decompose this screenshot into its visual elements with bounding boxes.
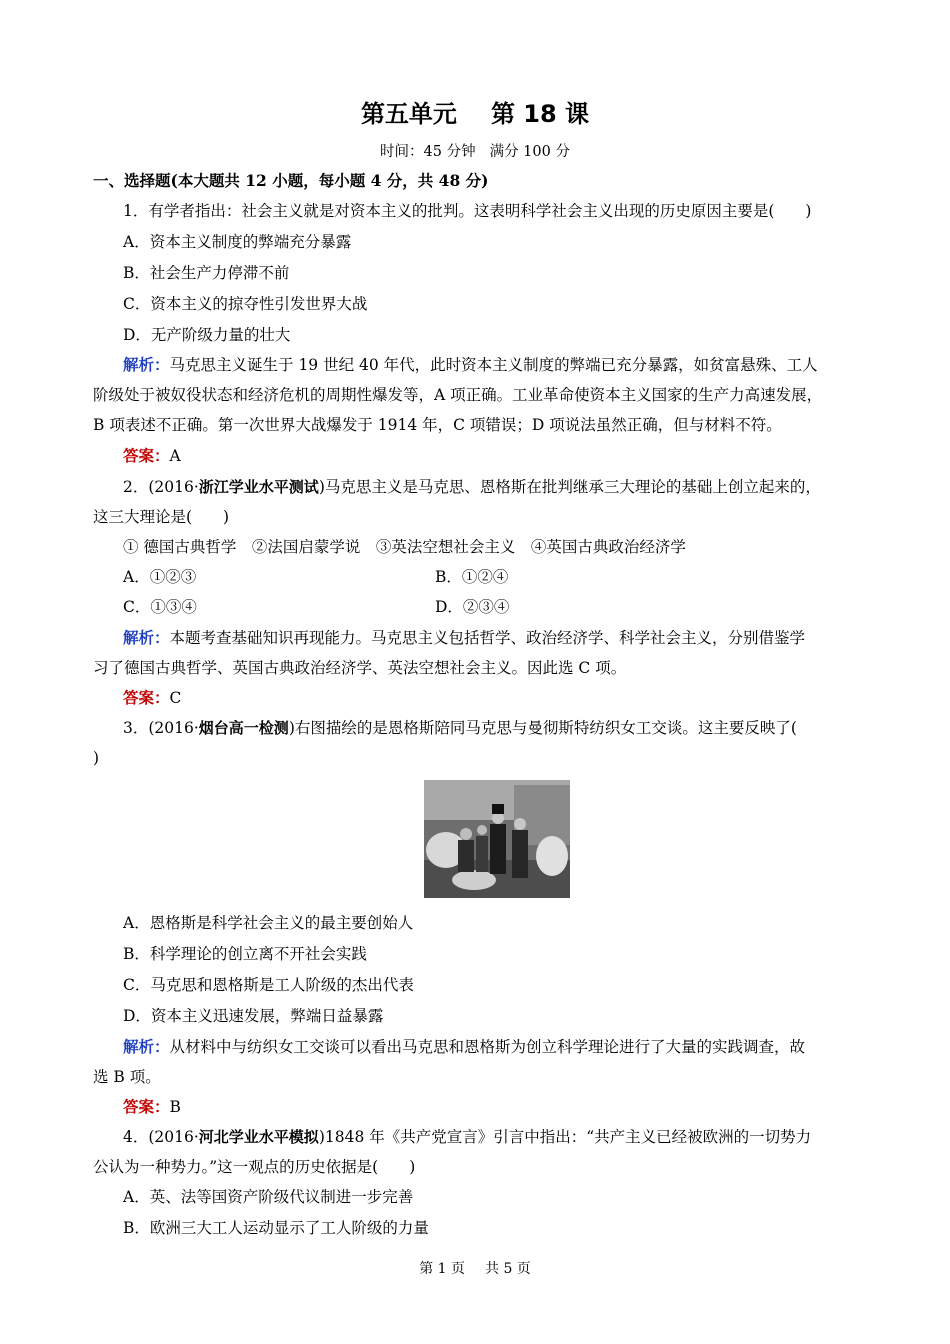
q1-answer: [123, 446, 181, 466]
exam-info: [0, 140, 950, 161]
q4-option-b: B．欧洲三大工人运动显示了工人阶级的力量: [123, 1219, 429, 1237]
q2-option-b: B．①②④: [435, 568, 509, 586]
q3-stem-text: )右图描绘的是恩格斯陪同马克思与曼彻斯特纺织女工交谈。这主要反映了(: [288, 719, 797, 737]
page-footer: [0, 1258, 950, 1278]
page-number: 第 1 页: [419, 1261, 465, 1277]
q1-option-b: B．社会生产力停滞不前: [123, 264, 290, 282]
q3-answer-label: 答案：: [123, 1097, 170, 1116]
q3-option-b: B．科学理论的创立离不开社会实践: [123, 945, 367, 963]
q4-option-a: A．英、法等国资产阶级代议制进一步完善: [123, 1188, 414, 1206]
q1-option-d: D．无产阶级力量的壮大: [123, 326, 291, 344]
q3-answer: [123, 1097, 181, 1117]
q1-analysis-line2: 阶级处于被奴役状态和经济危机的周期性爆发等，A 项正确。工业革命使资本主义国家的生产力高速发展，: [93, 386, 823, 404]
q3-option-a: A．恩格斯是科学社会主义的最主要创始人: [123, 914, 414, 932]
q1-option-a: A．资本主义制度的弊端充分暴露: [123, 233, 352, 251]
q1-stem: 1．有学者指出：社会主义就是对资本主义的批判。这表明科学社会主义出现的历史原因主要是( ): [123, 202, 812, 220]
q2-analysis-line1: [123, 628, 805, 648]
q2-stem-text: )马克思主义是马克思、恩格斯在批判继承三大理论的基础上创立起来的，: [318, 478, 821, 496]
q4-stem-text: )1848 年《共产党宣言》引言中指出：“共产主义已经被欧洲的一切势力: [318, 1128, 812, 1146]
q2-source: 浙江学业水平测试: [198, 478, 319, 496]
q2-analysis-line2: 习了德国古典哲学、英国古典政治经济学、英法空想社会主义。因此选 C 项。: [93, 659, 627, 677]
q3-analysis-line2: 选 B 项。: [93, 1068, 161, 1086]
q2-answer-label: 答案：: [123, 688, 170, 707]
q4-source: 河北学业水平模拟: [198, 1128, 319, 1146]
q2-number: 2．(2016·: [123, 478, 199, 496]
q2-answer-value: C: [169, 689, 182, 707]
q3-option-d: D．资本主义迅速发展，弊端日益暴露: [123, 1007, 384, 1025]
q1-analysis-line3: B 项表述不正确。第一次世界大战爆发于 1914 年，C 项错误；D 项说法虽然正确，但与材料不符。: [93, 416, 782, 434]
q1-analysis-text: 马克思主义诞生于 19 世纪 40 年代，此时资本主义制度的弊端已充分暴露，如贫富悬殊、工人: [169, 356, 818, 374]
q2-option-a: A．①②③: [123, 568, 197, 586]
q3-stem: [123, 718, 797, 738]
q2-analysis-label: 解析：: [123, 628, 170, 647]
q1-answer-value: A: [169, 447, 181, 465]
q1-option-c: C．资本主义的掠夺性引发世界大战: [123, 295, 368, 313]
q2-option-c: C．①③④: [123, 598, 197, 616]
page-total: 共 5 页: [485, 1261, 531, 1277]
q2-answer: [123, 688, 181, 708]
exam-score: 满分 100 分: [489, 144, 570, 160]
q2-items: ① 德国古典哲学 ②法国启蒙学说 ③英法空想社会主义 ④英国古典政治经济学: [123, 538, 686, 556]
q4-stem-line2: 公认为一种势力。”这一观点的历史依据是( ): [93, 1158, 416, 1176]
page-title: [0, 94, 950, 129]
q1-analysis-line1: [123, 355, 818, 375]
q2-analysis-text: 本题考查基础知识再现能力。马克思主义包括哲学、政治经济学、科学社会主义，分别借鉴学: [169, 629, 806, 647]
exam-time: 时间：45 分钟: [380, 144, 476, 160]
q3-analysis-line1: [123, 1037, 805, 1057]
q3-analysis-label: 解析：: [123, 1037, 170, 1056]
title-unit: 第五单元: [360, 100, 457, 128]
section-heading: 一、选择题(本大题共 12 小题，每小题 4 分，共 48 分): [93, 171, 489, 190]
q2-option-d: D．②③④: [435, 598, 510, 616]
title-lesson: 第 18 课: [490, 100, 590, 128]
engels-marx-illustration: [424, 780, 570, 898]
q1-answer-label: 答案：: [123, 446, 170, 465]
q3-source: 烟台高一检测: [198, 719, 289, 737]
q1-analysis-label: 解析：: [123, 355, 170, 374]
q3-number: 3．(2016·: [123, 719, 199, 737]
q2-options-row1: [123, 567, 196, 587]
q3-option-c: C．马克思和恩格斯是工人阶级的杰出代表: [123, 976, 414, 994]
q3-answer-value: B: [169, 1098, 181, 1116]
q4-number: 4．(2016·: [123, 1128, 199, 1146]
q3-stem-line2: ): [93, 749, 100, 767]
q2-stem: [123, 477, 821, 497]
q2-stem-line2: 这三大理论是( ): [93, 508, 230, 526]
q3-analysis-text: 从材料中与纺织女工交谈可以看出马克思和恩格斯为创立科学理论进行了大量的实践调查，故: [169, 1038, 806, 1056]
q4-stem: [123, 1127, 811, 1147]
